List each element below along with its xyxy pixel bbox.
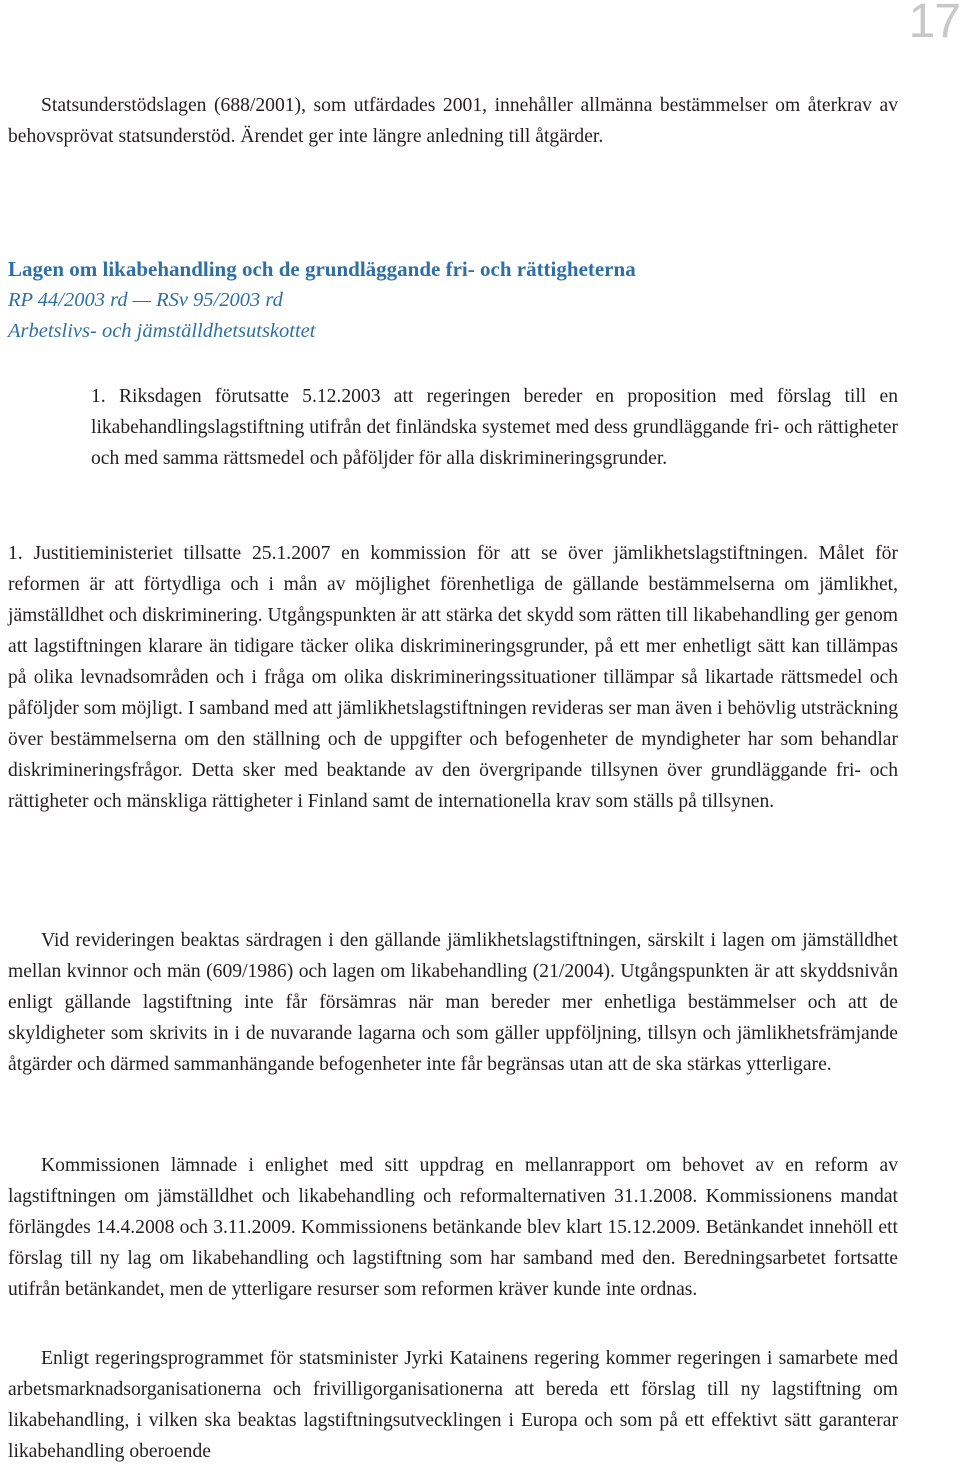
body-paragraph-3: Kommissionen lämnade i enlighet med sitt uppdrag en mellanrapport om behovet av en reform av lagstiftningen om jämställdhet och likabehandling och reformalternativen 31.1.2008. Kommissionens mandat förlängdes 14.4.2008 och 3.11.2009. Kommissionens betänkande blev klart 15.12.2009. Betänkandet innehöll ett förslag till ny lag om likabehandling och lagstiftning som har samband med den. Beredningsarbetet fortsatte utifrån betänkandet, men de ytterligare resurser som reformen kräver kunde inte ordnas. (8, 1155, 898, 1300)
page-number: 17 (908, 0, 960, 48)
intro-paragraph: Statsunderstödslagen (688/2001), som utfärdades 2001, innehåller allmänna bestämmelser om återkrav av behovsprövat statsunderstöd. Ärendet ger inte längre anledning till åtgärder. (8, 95, 898, 147)
section-reference: RP 44/2003 rd — RSv 95/2003 rd (8, 289, 283, 311)
section-title: Lagen om likabehandling och de grundläggande fri- och rättigheterna (8, 257, 636, 281)
body-paragraph-2: Vid revideringen beaktas särdragen i den gällande jämlikhetslagstiftningen, särskilt i lagen om jämställdhet mellan kvinnor och män (609/1986) och lagen om likabehandling (21/2004). Utgångspunkten är att skyddsnivån enligt gällande lagstiftning inte får försämras när man bereder mer enhetliga bestämmelser och att de skyldigheter som skrivits in i de nuvarande lagarna och som gäller uppföljning, tillsyn och jämlikhetsfrämjande åtgärder och därmed sammanhängande befogenheter inte får begränsas utan att de ska stärkas ytterligare. (8, 930, 898, 1075)
body-paragraph-1: 1. Justitieministeriet tillsatte 25.1.2007 en kommission för att se över jämlikhetslagstiftningen. Målet för reformen är att förtydliga och i mån av möjlighet förenhetliga de gällande bestämmelserna om jämlikhet, jämställdhet och diskriminering. Utgångspunkten är att stärka det skydd som rätten till likabehandling ger genom att lagstiftningen klarare än tidigare täcker olika diskrimineringsgrunder, på ett mer enhetligt sätt kan tillämpas på olika levnadsområden och i fråga om olika diskrimineringssituationer tillämpar så likartade rättsmedel och påföljder som möjligt. I samband med att jämlikhetslagstiftningen revideras ser man även i behövlig utsträckning över bestämmelserna om den ställning och de uppgifter och befogenheter de myndigheter har som behandlar diskrimineringsfrågor. Detta sker med beaktande av den övergripande tillsynen över grundläggande fri- och rättigheter och mänskliga rättigheter i Finland samt de internationella krav som ställs på tillsynen. (8, 543, 898, 812)
body-paragraph-4: Enligt regeringsprogrammet för statsminister Jyrki Katainens regering kommer regeringen i samarbete med arbetsmarknadsorganisationerna och frivilligorganisationerna att bereda ett förslag till ny lagstiftning om likabehandling, i vilken ska beaktas lagstiftningsutvecklingen i Europa och som på ett effektivt sätt garanterar likabehandling oberoende (8, 1348, 898, 1462)
parliament-statement: 1. Riksdagen förutsatte 5.12.2003 att regeringen bereder en proposition med förslag till en likabehandlingslagstiftning utifrån det finländska systemet med dess grundläggande fri- och rättigheter och med samma rättsmedel och påföljder för alla diskrimineringsgrunder. (91, 386, 898, 469)
section-committee: Arbetslivs- och jämställdhetsutskottet (8, 320, 316, 342)
